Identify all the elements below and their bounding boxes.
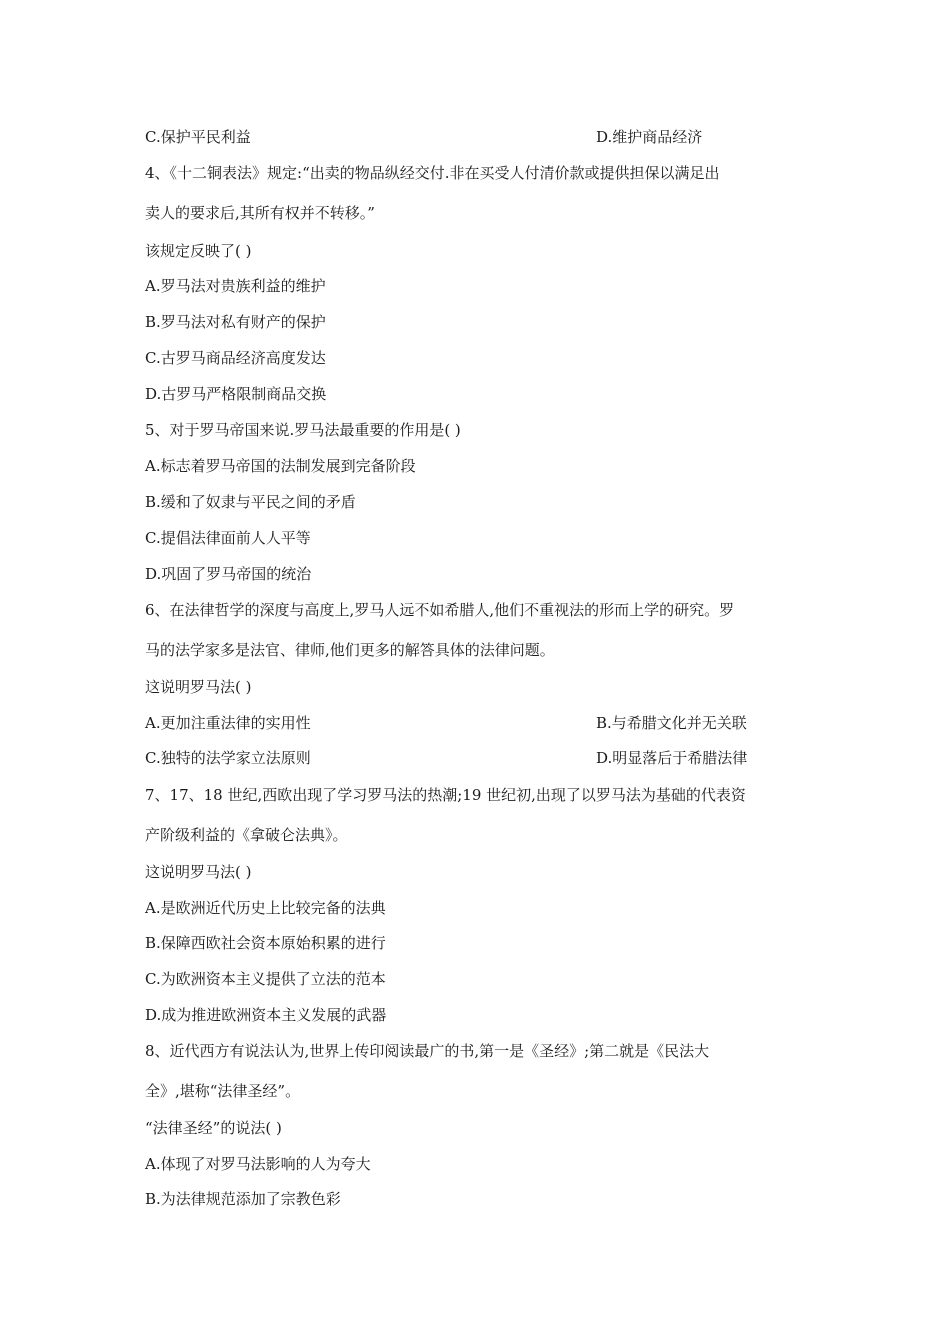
q7-stem-line2: 产阶级利益的《拿破仑法典》。	[145, 826, 348, 844]
q4-prompt: 该规定反映了( )	[145, 242, 252, 260]
q3-option-c: C.保护平民利益	[145, 128, 251, 146]
q6-stem-line2: 马的法学家多是法官、律师,他们更多的解答具体的法律问题。	[145, 641, 555, 659]
q7-stem-line1: 7、17、18 世纪,西欧出现了学习罗马法的热潮;19 世纪初,出现了以罗马法为基础的代表资	[145, 786, 746, 804]
q8-stem-line1: 8、近代西方有说法认为,世界上传印阅读最广的书,第一是《圣经》;第二就是《民法大	[145, 1042, 710, 1060]
q6-option-b: B.与希腊文化并无关联	[596, 714, 747, 732]
q6-stem-line1: 6、在法律哲学的深度与高度上,罗马人远不如希腊人,他们不重视法的形而上学的研究。罗	[145, 601, 735, 619]
q5-option-d: D.巩固了罗马帝国的统治	[145, 565, 312, 583]
q7-option-b: B.保障西欧社会资本原始积累的进行	[145, 934, 386, 952]
q7-option-d: D.成为推进欧洲资本主义发展的武器	[145, 1006, 387, 1024]
q8-option-a: A.体现了对罗马法影响的人为夸大	[145, 1155, 371, 1173]
q8-stem-line2: 全》,堪称“法律圣经”。	[145, 1082, 301, 1100]
q4-option-d: D.古罗马严格限制商品交换	[145, 385, 327, 403]
q4-stem-line2: 卖人的要求后,其所有权并不转移。”	[145, 204, 375, 222]
q4-option-b: B.罗马法对私有财产的保护	[145, 313, 326, 331]
q5-option-a: A.标志着罗马帝国的法制发展到完备阶段	[145, 457, 416, 475]
q6-option-c: C.独特的法学家立法原则	[145, 749, 311, 767]
q4-option-c: C.古罗马商品经济高度发达	[145, 349, 326, 367]
q7-prompt: 这说明罗马法( )	[145, 863, 252, 881]
q5-option-c: C.提倡法律面前人人平等	[145, 529, 311, 547]
q5-option-b: B.缓和了奴隶与平民之间的矛盾	[145, 493, 356, 511]
q4-stem-line1: 4、《十二铜表法》规定:“出卖的物品纵经交付.非在买受人付清价款或提供担保以满足出	[145, 164, 720, 182]
q3-option-d: D.维护商品经济	[596, 128, 703, 146]
q4-option-a: A.罗马法对贵族利益的维护	[145, 277, 326, 295]
q6-prompt: 这说明罗马法( )	[145, 678, 252, 696]
q5-stem: 5、对于罗马帝国来说.罗马法最重要的作用是( )	[145, 421, 461, 439]
q6-option-a: A.更加注重法律的实用性	[145, 714, 311, 732]
q8-option-b: B.为法律规范添加了宗教色彩	[145, 1190, 341, 1208]
q6-option-d: D.明显落后于希腊法律	[596, 749, 748, 767]
q7-option-c: C.为欧洲资本主义提供了立法的范本	[145, 970, 386, 988]
q8-prompt: “法律圣经”的说法( )	[145, 1119, 282, 1137]
q7-option-a: A.是欧洲近代历史上比较完备的法典	[145, 899, 386, 917]
